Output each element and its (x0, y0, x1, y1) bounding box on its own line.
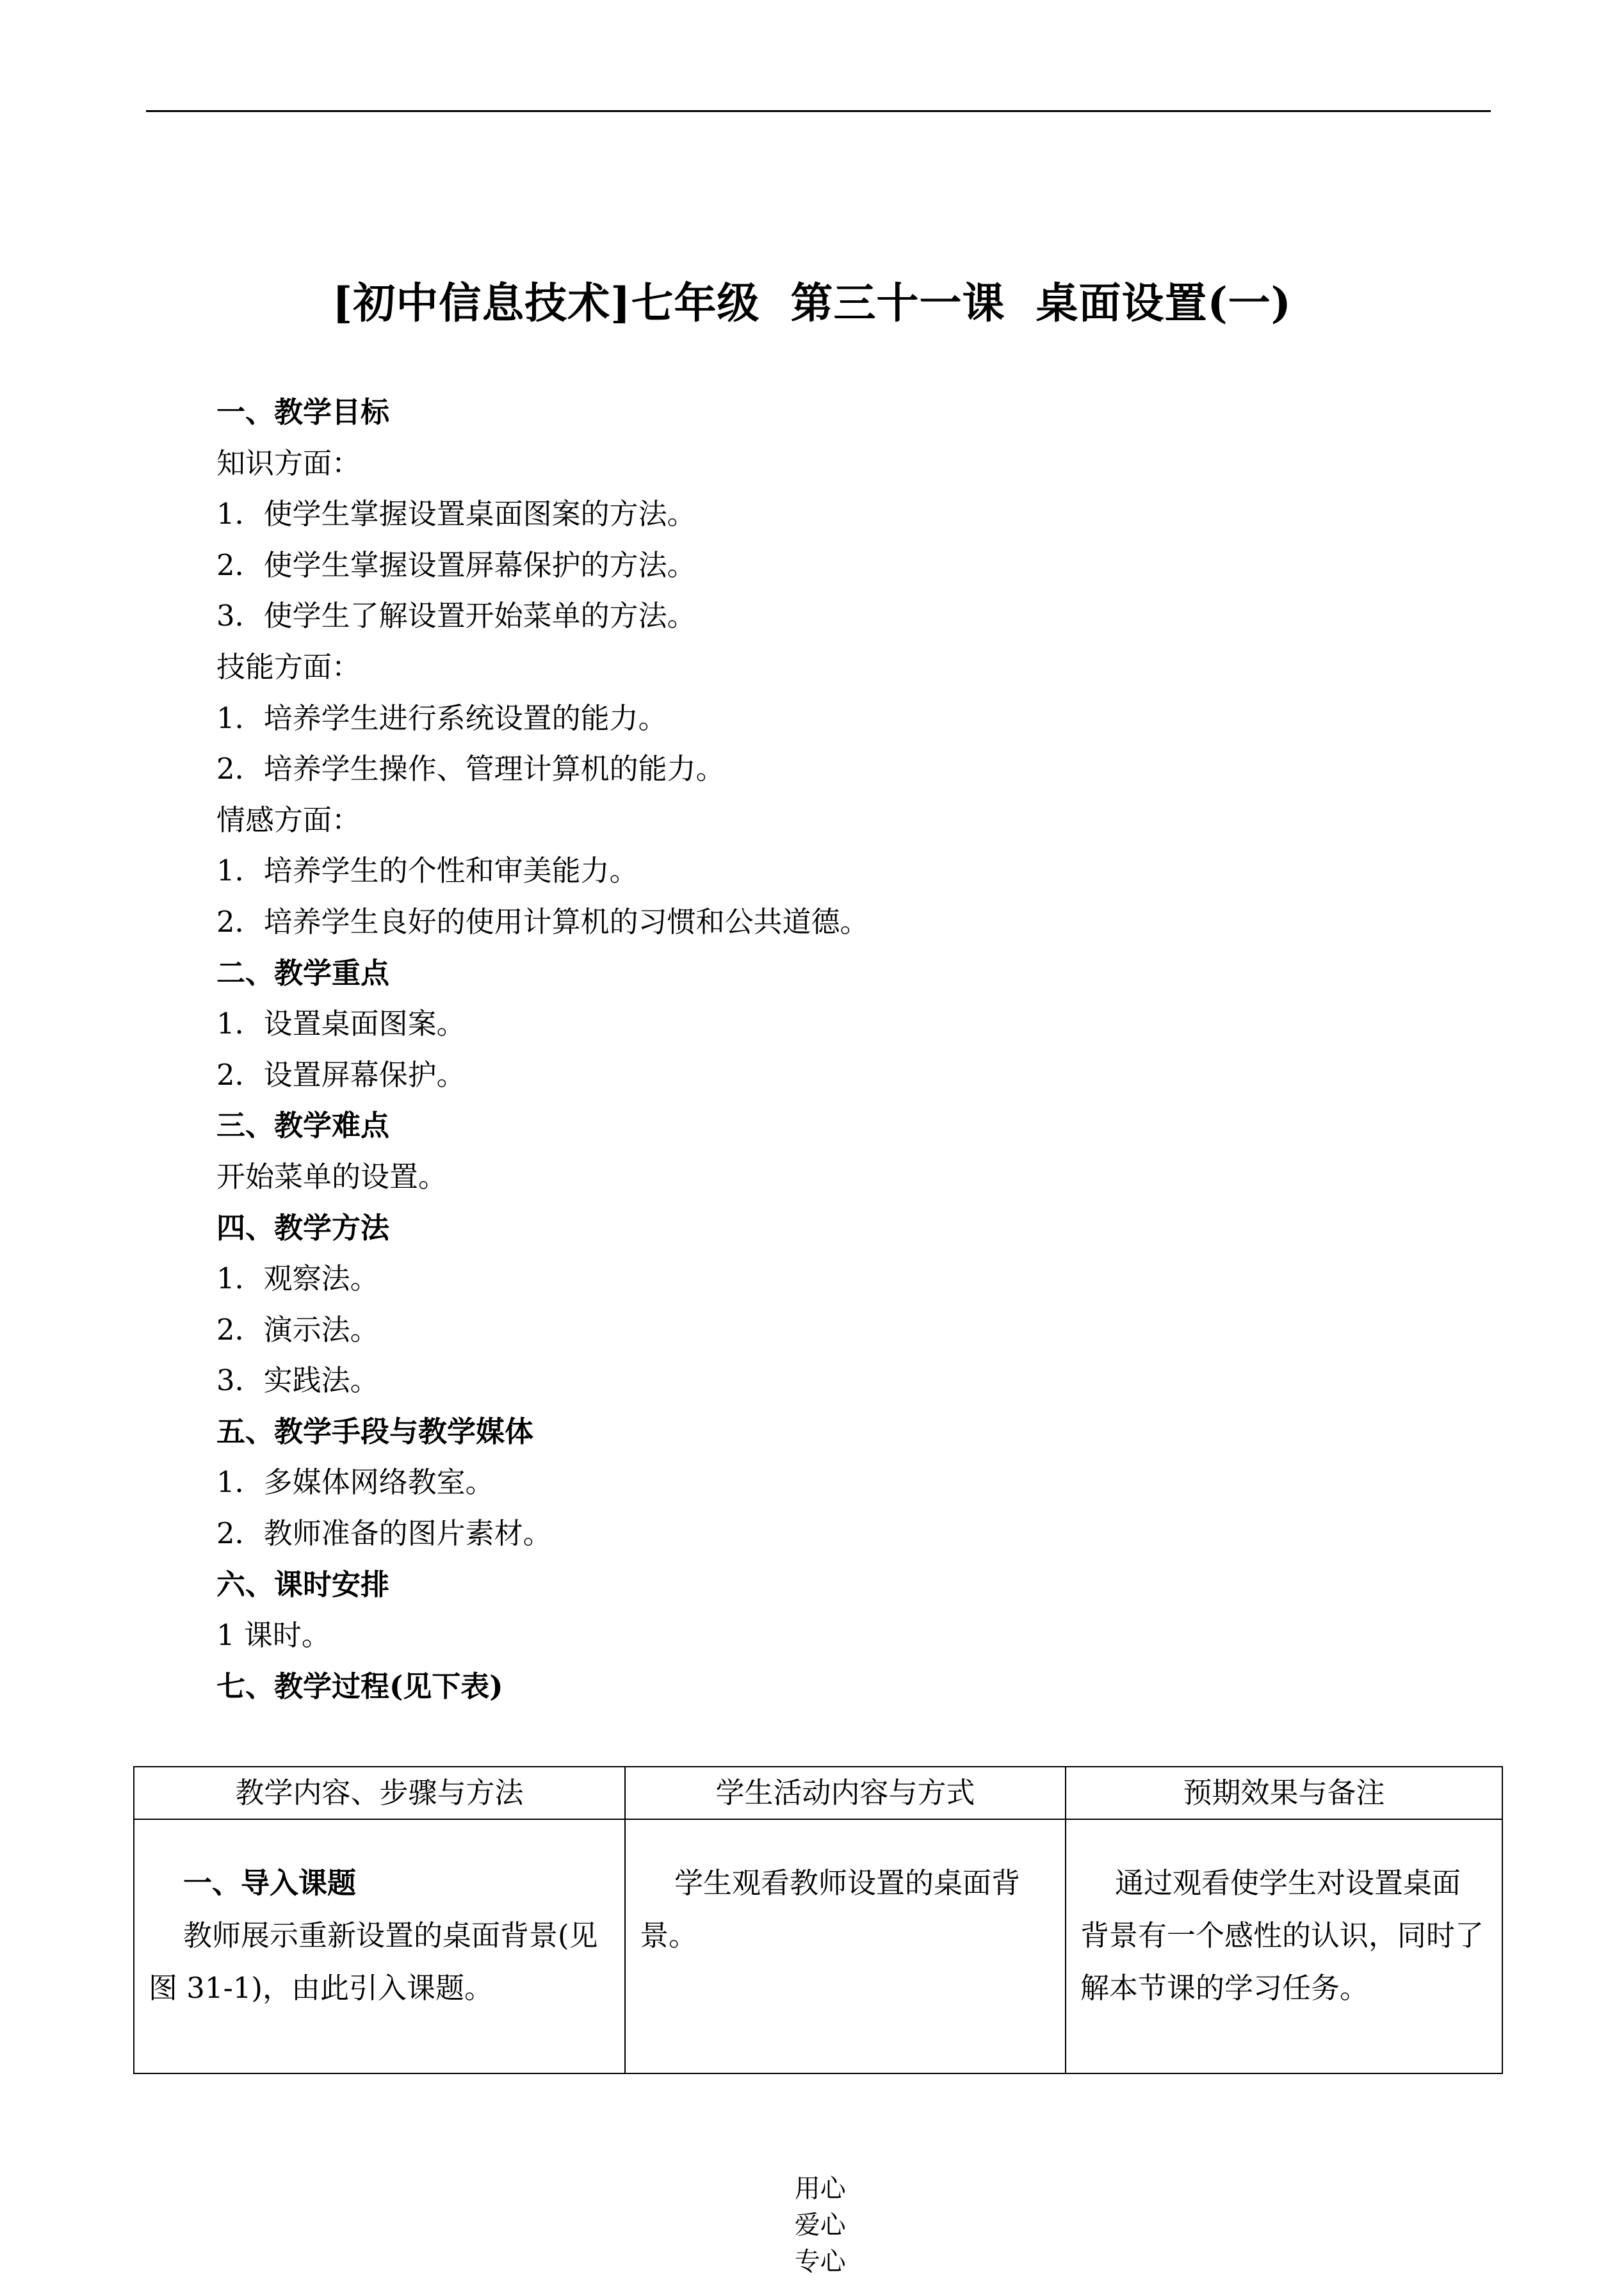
body-line: 2．培养学生良好的使用计算机的习惯和公共道德。 (216, 904, 869, 939)
document-body (216, 387, 1497, 1712)
body-line: 1．多媒体网络教室。 (216, 1465, 494, 1500)
cell-text: 教师展示重新设置的桌面背景(见图 31-1)，由此引入课题。 (149, 1918, 598, 2005)
cell-text: 通过观看使学生对设置桌面背景有一个感性的认识，同时了解本节课的学习任务。 (1080, 1866, 1484, 2005)
body-line: 知识方面： (216, 446, 361, 480)
section-heading: 七、教学过程(见下表) (216, 1669, 503, 1703)
body-line: 1．观察法。 (216, 1261, 379, 1296)
section-heading: 四、教学方法 (216, 1210, 390, 1245)
section-heading: 三、教学难点 (216, 1108, 390, 1143)
body-line: 1．使学生掌握设置桌面图案的方法。 (216, 497, 696, 531)
footer-text: 专心 (794, 2247, 846, 2276)
body-line: 开始菜单的设置。 (216, 1159, 448, 1194)
body-line: 1．培养学生进行系统设置的能力。 (216, 701, 667, 735)
table-header-cell: 学生活动内容与方式 (625, 1767, 1066, 1819)
cell-heading: 一、导入课题 (183, 1866, 357, 1900)
section-heading: 一、教学目标 (216, 395, 390, 429)
footer-text: 用心 (794, 2174, 846, 2203)
body-line: 技能方面： (216, 649, 361, 684)
table-cell-student-activity (625, 1819, 1066, 2073)
body-line: 2．设置屏幕保护。 (216, 1057, 466, 1092)
section-heading: 六、课时安排 (216, 1567, 390, 1602)
header-rule (146, 110, 1491, 112)
section-heading: 二、教学重点 (216, 955, 390, 990)
body-line: 1．培养学生的个性和审美能力。 (216, 854, 638, 888)
body-line: 2．教师准备的图片素材。 (216, 1516, 552, 1551)
footer-text: 爱心 (794, 2210, 846, 2240)
body-line: 2．使学生掌握设置屏幕保护的方法。 (216, 547, 696, 582)
table-header-row (134, 1767, 1502, 1819)
table-row (134, 1819, 1502, 2073)
body-line: 2．演示法。 (216, 1312, 379, 1347)
table-cell-content (134, 1819, 625, 2073)
page-footer (0, 2139, 1624, 2278)
body-line: 1．设置桌面图案。 (216, 1007, 466, 1041)
table-header-cell: 教学内容、步骤与方法 (134, 1767, 625, 1819)
body-line: 1 课时。 (216, 1618, 330, 1653)
table-header-cell: 预期效果与备注 (1066, 1767, 1502, 1819)
body-line: 3．使学生了解设置开始菜单的方法。 (216, 599, 696, 633)
body-line: 情感方面： (216, 802, 361, 837)
teaching-process-table (133, 1766, 1503, 2074)
body-line: 2．培养学生操作、管理计算机的能力。 (216, 752, 725, 786)
section-heading: 五、教学手段与教学媒体 (216, 1414, 534, 1448)
table-cell-expected-effect (1066, 1819, 1502, 2073)
body-line: 3．实践法。 (216, 1363, 379, 1398)
document-title: [初中信息技术]七年级 第三十一课 桌面设置(一) (332, 278, 1292, 328)
cell-text: 学生观看教师设置的桌面背景。 (640, 1866, 1021, 1952)
